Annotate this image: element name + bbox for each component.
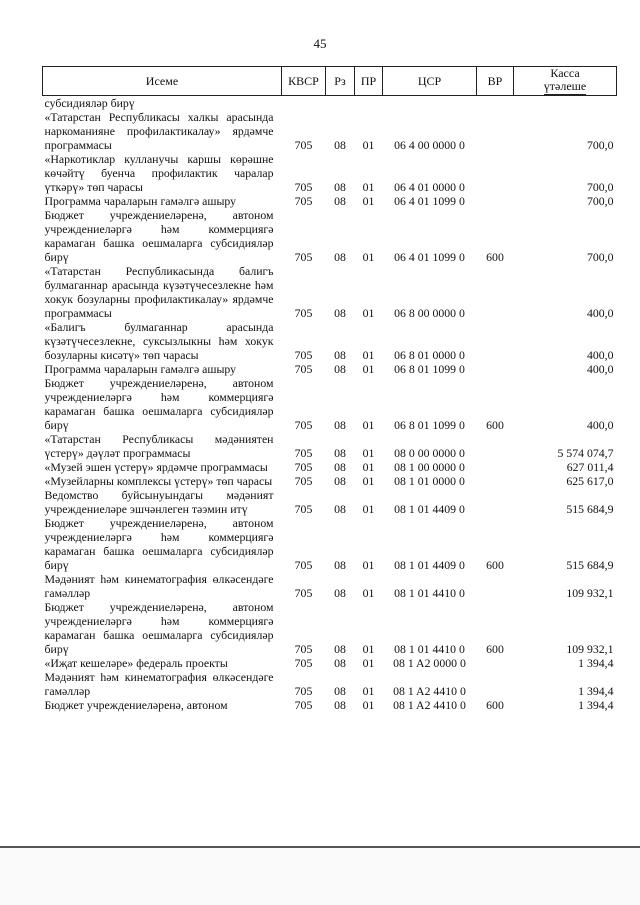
row-kassa: 400,0: [586, 306, 614, 320]
table-row: [43, 152, 617, 194]
row-kvsr: 705: [294, 138, 313, 152]
row-kvsr: 705: [294, 656, 313, 670]
row-name: Ведомство буйсынуындагы мәдәният учреждениеләре эшчәнлеген тәэмин итү: [44, 488, 274, 516]
row-pr: 01: [362, 642, 375, 656]
row-kassa: 700,0: [586, 180, 614, 194]
row-rz: [326, 96, 355, 111]
page-number: 45: [313, 36, 327, 51]
row-vr: 600: [486, 698, 504, 712]
row-pr: 01: [362, 194, 375, 208]
row-name: Бюджет учреждениеләренә, автоном: [44, 698, 228, 712]
row-vr: [477, 194, 514, 208]
row-csr: 06 8 01 1099 0: [394, 418, 465, 432]
row-vr: [477, 656, 514, 670]
row-vr: [477, 152, 514, 194]
row-vr: 600: [486, 642, 504, 656]
header-pr: ПР: [355, 67, 383, 96]
row-rz: 08: [334, 348, 346, 362]
row-rz: 08: [334, 250, 346, 264]
row-pr: 01: [362, 586, 375, 600]
row-csr: 06 8 01 1099 0: [394, 362, 465, 376]
row-vr: [477, 474, 514, 488]
row-pr: 01: [362, 306, 375, 320]
row-rz: 08: [334, 446, 346, 460]
row-vr: [477, 572, 514, 600]
table-row: [43, 698, 617, 712]
row-pr: 01: [362, 180, 375, 194]
row-name: Мәдәният һәм кинематография өлкәсендәге гамәлләр: [44, 670, 274, 698]
row-vr: [477, 320, 514, 362]
row-rz: 08: [334, 138, 346, 152]
row-kvsr: 705: [294, 250, 313, 264]
row-vr: [477, 488, 514, 516]
row-vr: 600: [486, 250, 504, 264]
row-csr: 06 8 01 0000 0: [394, 348, 465, 362]
row-kvsr: 705: [294, 698, 313, 712]
table-row: [43, 376, 617, 432]
row-rz: 08: [334, 558, 346, 572]
row-pr: 01: [362, 684, 375, 698]
header-rz: Рз: [326, 67, 355, 96]
row-kvsr: 705: [294, 446, 313, 460]
row-kassa: 700,0: [586, 194, 614, 208]
row-kvsr: [282, 96, 326, 111]
row-rz: 08: [334, 418, 346, 432]
row-kvsr: 705: [294, 684, 313, 698]
row-pr: 01: [362, 250, 375, 264]
table-row: [43, 460, 617, 474]
row-kassa: 515 684,9: [566, 502, 614, 516]
row-name: Программа чараларын гамәлгә ашыру: [44, 362, 237, 376]
table-header-row: [43, 67, 617, 96]
header-csr: ЦСР: [383, 67, 477, 96]
table-row: [43, 320, 617, 362]
row-pr: 01: [362, 460, 375, 474]
row-kassa: 515 684,9: [566, 558, 614, 572]
row-name: «Наркотиклар кулланучы каршы көрәшне көчәйтү буенча профилактик чаралар үткәрү» төп чарасы: [44, 152, 274, 194]
row-vr: [477, 110, 514, 152]
row-name: Мәдәният һәм кинематография өлкәсендәге гамәлләр: [44, 572, 274, 600]
row-kvsr: 705: [294, 586, 313, 600]
row-csr: 08 0 00 0000 0: [394, 446, 465, 460]
row-pr: 01: [362, 348, 375, 362]
row-name: Программа чараларын гамәлгә ашыру: [44, 194, 237, 208]
row-csr: 08 1 01 0000 0: [394, 474, 465, 488]
row-rz: 08: [334, 642, 346, 656]
table-row: [43, 264, 617, 320]
row-kassa: 5 574 074,7: [557, 446, 614, 460]
row-csr: 08 1 00 0000 0: [394, 460, 465, 474]
row-name: «Балигъ булмаганнар арасында күзәтүчесезлекне, суксызлыкны һәм хокук бозуларны кисәтү» төп чарасы: [44, 320, 274, 362]
row-vr: [477, 432, 514, 460]
table-row: [43, 432, 617, 460]
row-pr: 01: [362, 474, 375, 488]
row-pr: 01: [362, 418, 375, 432]
row-kvsr: 705: [294, 460, 313, 474]
row-kassa: 1 394,4: [578, 684, 614, 698]
row-rz: 08: [334, 684, 346, 698]
row-name: «Татарстан Республикасы мәдәниятен үстерү» дәүләт программасы: [44, 432, 274, 460]
header-name: Исеме: [43, 67, 282, 96]
row-pr: 01: [362, 698, 375, 712]
table-row: [43, 208, 617, 264]
row-kvsr: 705: [294, 474, 313, 488]
row-kvsr: 705: [294, 194, 313, 208]
row-csr: 08 1 01 4410 0: [394, 586, 465, 600]
row-kvsr: 705: [294, 348, 313, 362]
row-csr: 08 1 01 4409 0: [394, 502, 465, 516]
row-kassa: 625 617,0: [566, 474, 614, 488]
row-kvsr: 705: [294, 502, 313, 516]
row-vr: [477, 670, 514, 698]
table-row: [43, 362, 617, 376]
row-pr: [355, 96, 383, 111]
row-kvsr: 705: [294, 180, 313, 194]
row-pr: 01: [362, 362, 375, 376]
row-csr: 08 1 A2 4410 0: [393, 684, 466, 698]
row-rz: 08: [334, 698, 346, 712]
row-vr: 600: [486, 558, 504, 572]
row-kassa: 109 932,1: [566, 586, 614, 600]
row-name: «Музей эшен үстерү» ярдәмче программасы: [44, 460, 268, 474]
row-csr: 06 4 01 0000 0: [394, 180, 465, 194]
header-kassa-sublabel: үтәлеше: [543, 79, 587, 93]
table-row: [43, 96, 617, 111]
row-pr: 01: [362, 656, 375, 670]
header-kassa-label: Касса: [550, 66, 580, 80]
row-name: «Музейларны комплексы үстерү» төп чарасы: [44, 474, 273, 488]
table-row: [43, 516, 617, 572]
row-name: «Татарстан Республикасында балигъ булмаганнар арасында күзәтүчесезлекне һәм хокук бозуларны профилактикалау» ярдәмче программасы: [44, 264, 274, 320]
row-name: «Иҗат кешеләре» федераль проекты: [44, 656, 228, 670]
row-name: Бюджет учреждениеләренә, автоном учреждениеләргә һәм коммерциягә карамаган башка оешмаларга субсидияләр бирү: [44, 376, 274, 432]
row-kassa: 627 011,4: [566, 460, 614, 474]
row-kassa: 400,0: [586, 418, 614, 432]
row-csr: 06 4 01 1099 0: [394, 194, 465, 208]
row-rz: 08: [334, 194, 346, 208]
table-row: [43, 656, 617, 670]
row-csr: 08 1 A2 0000 0: [393, 656, 466, 670]
header-kvsr: КВСР: [282, 67, 326, 96]
row-kassa: 700,0: [586, 250, 614, 264]
row-name: Бюджет учреждениеләренә, автоном учреждениеләргә һәм коммерциягә карамаган башка оешмаларга субсидияләр бирү: [44, 600, 274, 656]
row-pr: 01: [362, 558, 375, 572]
row-name: «Татарстан Республикасы халкы арасында наркоманияне профилактикалау» ярдәмче программасы: [44, 110, 274, 152]
table-row: [43, 572, 617, 600]
row-vr: [477, 96, 514, 111]
budget-table: [42, 66, 617, 712]
row-csr: 08 1 A2 4410 0: [393, 698, 466, 712]
row-rz: 08: [334, 502, 346, 516]
row-csr: 08 1 01 4409 0: [394, 558, 465, 572]
row-csr: 08 1 01 4410 0: [394, 642, 465, 656]
row-csr: 06 8 00 0000 0: [394, 306, 465, 320]
row-vr: 600: [486, 418, 504, 432]
row-kvsr: 705: [294, 642, 313, 656]
row-name: Бюджет учреждениеләренә, автоном учреждениеләргә һәм коммерциягә карамаган башка оешмаларга субсидияләр бирү: [44, 208, 274, 264]
row-rz: 08: [334, 306, 346, 320]
row-rz: 08: [334, 586, 346, 600]
table-row: [43, 670, 617, 698]
row-kassa: 400,0: [586, 362, 614, 376]
row-vr: [477, 264, 514, 320]
row-pr: 01: [362, 138, 375, 152]
row-vr: [477, 460, 514, 474]
scan-margin: [0, 848, 640, 905]
header-kassa: [514, 67, 617, 96]
row-name: субсидияләр бирү: [44, 96, 135, 110]
table-row: [43, 488, 617, 516]
row-kassa: 700,0: [586, 138, 614, 152]
row-pr: 01: [362, 502, 375, 516]
row-rz: 08: [334, 460, 346, 474]
row-kassa: 109 932,1: [566, 642, 614, 656]
header-vr: ВР: [477, 67, 514, 96]
row-pr: 01: [362, 446, 375, 460]
table-row: [43, 474, 617, 488]
row-rz: 08: [334, 362, 346, 376]
row-kvsr: 705: [294, 558, 313, 572]
row-name: Бюджет учреждениеләренә, автоном учреждениеләргә һәм коммерциягә карамаган башка оешмаларга субсидияләр бирү: [44, 516, 274, 572]
table-row: [43, 110, 617, 152]
row-vr: [477, 362, 514, 376]
row-kvsr: 705: [294, 362, 313, 376]
row-csr: [383, 96, 477, 111]
row-kassa: 1 394,4: [578, 656, 614, 670]
row-csr: 06 4 01 1099 0: [394, 250, 465, 264]
row-kassa: 400,0: [586, 348, 614, 362]
table-row: [43, 600, 617, 656]
row-rz: 08: [334, 474, 346, 488]
row-rz: 08: [334, 180, 346, 194]
row-rz: 08: [334, 656, 346, 670]
row-kvsr: 705: [294, 306, 313, 320]
table-row: [43, 194, 617, 208]
row-kvsr: 705: [294, 418, 313, 432]
row-csr: 06 4 00 0000 0: [394, 138, 465, 152]
row-kassa: [514, 96, 617, 111]
row-kassa: 1 394,4: [578, 698, 614, 712]
